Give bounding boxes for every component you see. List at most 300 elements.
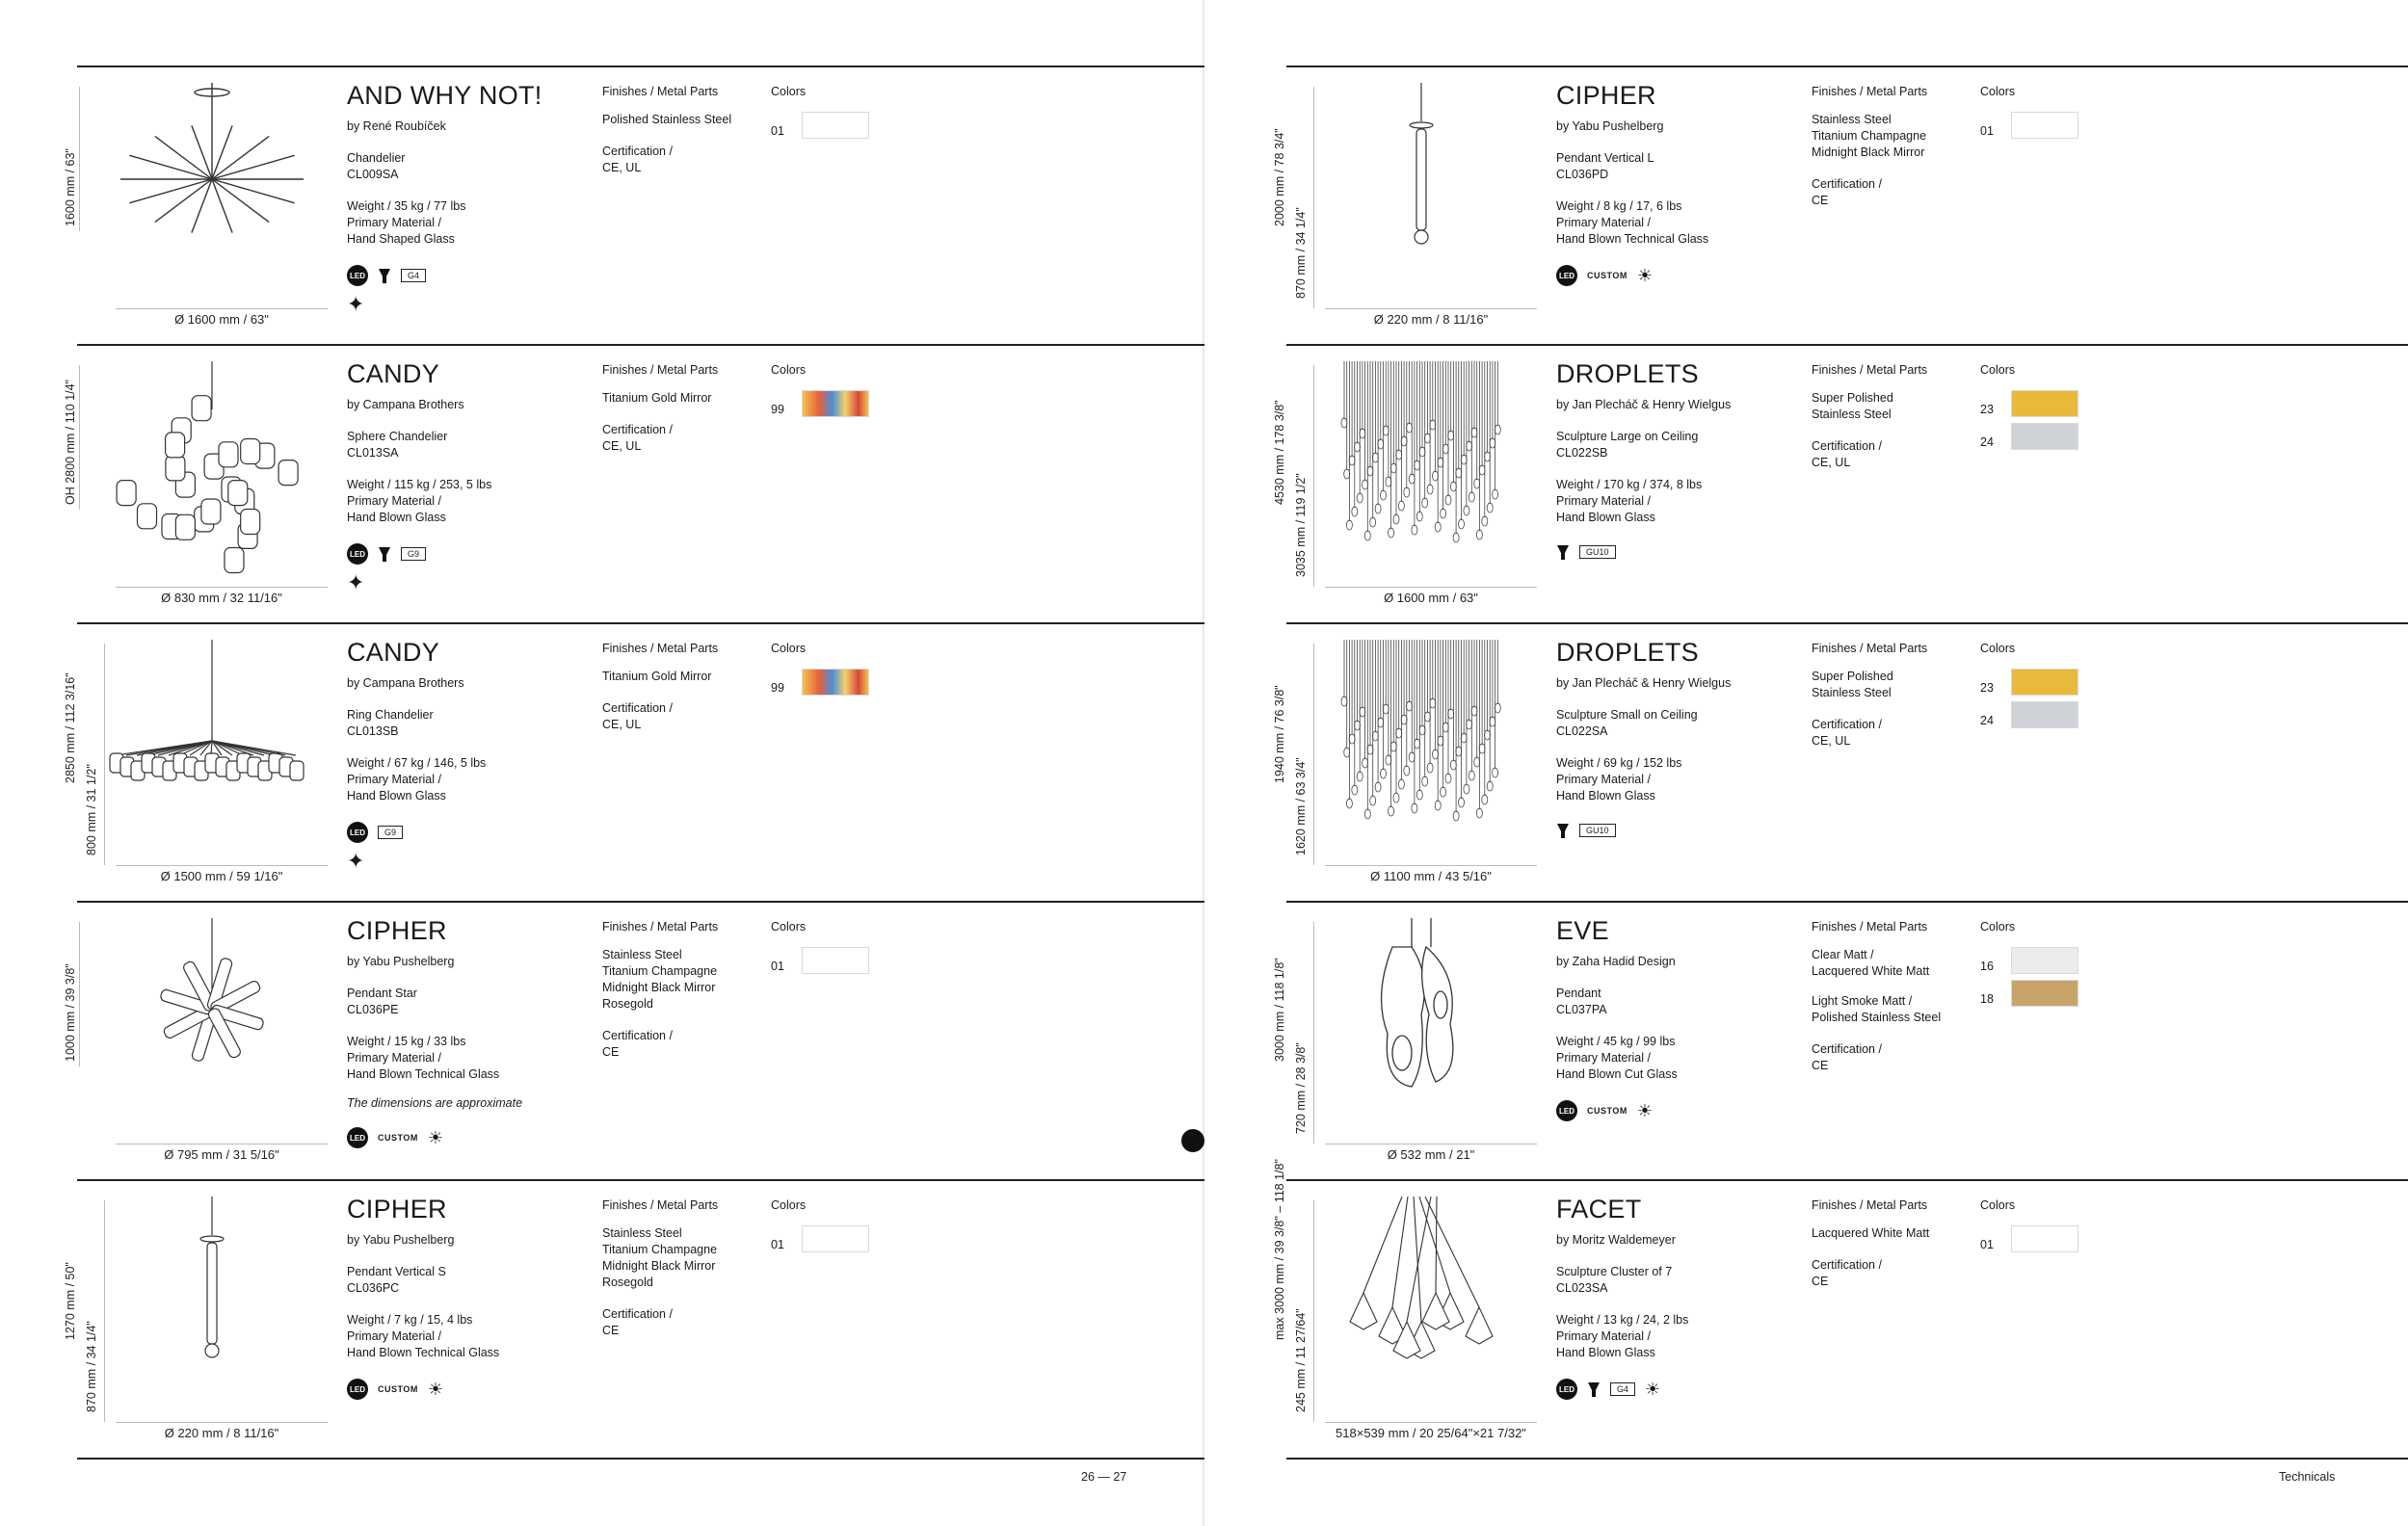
color-swatch[interactable] [2011,423,2078,450]
dimension-line [79,87,80,231]
finishes-block [602,85,771,176]
finish-item: Stainless Steel [602,1226,682,1240]
finish-item: Midnight Black Mirror [1812,145,1925,159]
finish-item: Lacquered White Matt [1812,964,1930,978]
designer: by Campana Brothers [347,398,464,411]
certification-label: Certification / [1812,1258,1882,1272]
product-type: Sphere Chandelier [347,430,448,443]
dimmable-sun-icon: ☀ [427,1380,443,1399]
product-info [347,1195,597,1400]
dimension-line [104,1200,105,1422]
finish-item: Super Polished [1812,670,1893,683]
color-option[interactable] [1980,112,2115,139]
product-code: CL036PC [347,1281,400,1295]
vertical-dimension: 2850 mm / 112 3/16" [64,672,77,783]
color-swatch[interactable] [2011,947,2078,974]
certification-value: CE, UL [602,161,642,174]
dimension-line [1325,1422,1537,1423]
horizontal-dimension: 518×539 mm / 20 25/64"×21 7/32" [1336,1426,1526,1440]
chat-icon[interactable] [1181,1129,1204,1152]
color-swatch[interactable] [2011,112,2078,139]
color-number: 99 [771,681,784,695]
certification-label: Certification / [602,145,673,158]
color-number: 24 [1980,714,1994,727]
color-option[interactable] [771,669,906,696]
designer: by Jan Plecháč & Henry Wielgus [1556,398,1732,411]
vertical-dimension: max 3000 mm / 39 3/8" – 118 1/8" [1273,1159,1286,1340]
vertical-dimension: 870 mm / 34 1/4" [85,1321,98,1412]
weight: Weight / 69 kg / 152 lbs [1556,756,1682,770]
material-label: Primary Material / [347,216,441,229]
color-option[interactable] [1980,669,2115,696]
material-label: Primary Material / [1556,773,1651,786]
product-entry [1273,1159,2408,1460]
weight: Weight / 115 kg / 253, 5 lbs [347,478,492,491]
designer: by Yabu Pushelberg [347,1233,455,1247]
product-entry [1273,901,2408,1179]
custom-label: CUSTOM [1587,1106,1627,1116]
feature-icons [1556,1379,1807,1400]
product-entry [1273,344,2408,622]
product-entry [1273,66,2408,344]
colors-block [771,363,906,423]
vertical-dimension: 1940 mm / 76 3/8" [1273,685,1286,783]
colors-block [1980,85,2115,145]
horizontal-dimension: Ø 220 mm / 8 11/16" [164,1426,279,1440]
horizontal-dimension: Ø 1600 mm / 63" [1384,591,1478,605]
socket-label: GU10 [1579,824,1616,837]
certification-value: CE [602,1045,620,1059]
colors-block [771,920,906,980]
weight: Weight / 15 kg / 33 lbs [347,1035,466,1048]
finishes-block [1812,642,1980,750]
finish-item: Stainless Steel [1812,113,1892,126]
dimension-line [1313,922,1314,1144]
finishes-header: Finishes / Metal Parts [602,1198,719,1212]
certification-label: Certification / [602,1307,673,1321]
product-entry [64,901,1204,1179]
certification-label: Certification / [1812,1042,1882,1056]
color-option[interactable] [1980,980,2115,1007]
color-number: 18 [1980,992,1994,1006]
feature-icons [1556,265,1807,286]
colors-block [771,85,906,145]
feature-icons [347,543,597,565]
horizontal-dimension: Ø 1100 mm / 43 5/16" [1370,869,1492,883]
color-number: 01 [771,1238,784,1251]
color-swatch[interactable] [802,669,869,696]
product-type: Sculpture Cluster of 7 [1556,1265,1673,1278]
product-entry [64,622,1204,901]
dimension-line [1313,644,1314,865]
feature-icons [347,822,597,843]
color-option[interactable] [1980,947,2115,974]
dimension-line [1325,587,1537,588]
sparkle-icon: ✦ [347,849,365,873]
vertical-dimension: 720 mm / 28 3/8" [1294,1042,1308,1134]
colors-header: Colors [771,642,807,655]
certification-label: Certification / [602,701,673,715]
finishes-header: Finishes / Metal Parts [1812,363,1928,377]
dimmable-sun-icon: ☀ [1636,266,1653,285]
colors-header: Colors [1980,85,2016,98]
product-name: CIPHER [1556,81,1656,110]
color-number: 23 [1980,681,1994,695]
vertical-dimension: 3035 mm / 119 1/2" [1294,473,1308,577]
finishes-header: Finishes / Metal Parts [602,85,719,98]
colors-header: Colors [771,920,807,934]
color-number: 01 [771,124,784,138]
vertical-dimension: 4530 mm / 178 3/8" [1273,400,1286,505]
feature-icons [347,1127,597,1148]
designer: by Jan Plecháč & Henry Wielgus [1556,676,1732,690]
dimension-line [1325,308,1537,309]
finishes-block [1812,920,1980,1074]
product-info [347,916,597,1148]
product-drawing [64,903,347,1179]
led-icon: LED [347,822,368,843]
finish-item: Titanium Gold Mirror [602,670,712,683]
dimension-line [116,865,328,866]
material: Hand Blown Technical Glass [1556,232,1709,246]
finish-item: Titanium Champagne [602,964,718,978]
color-number: 01 [1980,1238,1994,1251]
product-code: CL037PA [1556,1003,1607,1016]
certification-label: Certification / [602,1029,673,1042]
finish-item: Stainless Steel [602,948,682,961]
weight: Weight / 35 kg / 77 lbs [347,199,466,213]
vertical-dimension: 800 mm / 31 1/2" [85,764,98,855]
finish-item: Titanium Gold Mirror [602,391,712,405]
designer: by Campana Brothers [347,676,464,690]
product-code: CL036PD [1556,168,1609,181]
color-swatch[interactable] [802,112,869,139]
section-label: Technicals [2279,1470,2336,1484]
product-type: Pendant Vertical S [347,1265,446,1278]
material-label: Primary Material / [347,494,441,508]
dimension-line [104,644,105,865]
finishes-header: Finishes / Metal Parts [1812,85,1928,98]
weight: Weight / 45 kg / 99 lbs [1556,1035,1676,1048]
product-code: CL009SA [347,168,399,181]
finish-item: Polished Stainless Steel [1812,1011,1942,1024]
colors-header: Colors [1980,363,2016,377]
material: Hand Blown Technical Glass [347,1346,500,1359]
product-drawing [64,67,347,344]
product-type: Pendant [1556,987,1601,1000]
bulb-icon [1587,1381,1601,1398]
product-info [347,638,597,872]
finishes-block [1812,85,1980,209]
designer: by Zaha Hadid Design [1556,955,1676,968]
horizontal-dimension: Ø 1600 mm / 63" [174,312,269,327]
product-drawing [1273,1159,1556,1458]
designer: by Yabu Pushelberg [1556,119,1664,133]
product-drawing [1273,624,1556,901]
designer: by Moritz Waldemeyer [1556,1233,1676,1247]
designer: by René Roubíček [347,119,446,133]
horizontal-dimension: Ø 220 mm / 8 11/16" [1373,312,1489,327]
dimmable-sun-icon: ☀ [1636,1101,1653,1120]
weight: Weight / 8 kg / 17, 6 lbs [1556,199,1682,213]
weight: Weight / 170 kg / 374, 8 lbs [1556,478,1703,491]
led-icon: LED [347,1379,368,1400]
product-code: CL013SA [347,446,399,460]
product-drawing [64,346,347,622]
product-drawing [1273,346,1556,622]
color-option[interactable] [771,947,906,974]
bulb-icon [1556,822,1570,839]
material-label: Primary Material / [347,773,441,786]
weight: Weight / 13 kg / 24, 2 lbs [1556,1313,1689,1327]
dimension-line [116,308,328,309]
product-name: CANDY [347,359,440,388]
feature-icons [1556,543,1807,561]
vertical-dimension: 870 mm / 34 1/4" [1294,207,1308,299]
finish-item: Light Smoke Matt / [1812,994,1913,1008]
socket-label: G9 [378,826,403,839]
colors-block [771,642,906,701]
certification-label: Certification / [602,423,673,436]
finish-item: Rosegold [602,1276,653,1289]
certification-value: CE [1812,194,1829,207]
material: Hand Blown Glass [1556,1346,1655,1359]
colors-block [1980,1198,2115,1258]
finishes-header: Finishes / Metal Parts [1812,1198,1928,1212]
feature-icons [347,265,597,286]
certification-label: Certification / [1812,718,1882,731]
color-swatch[interactable] [2011,390,2078,417]
finish-item: Clear Matt / [1812,948,1874,961]
dimension-line [116,1422,328,1423]
color-swatch[interactable] [802,1225,869,1252]
certification-value: CE, UL [602,718,642,731]
colors-block [1980,642,2115,734]
certification-label: Certification / [1812,177,1882,191]
socket-label: G4 [401,269,426,282]
finishes-header: Finishes / Metal Parts [1812,920,1928,934]
vertical-dimension: 245 mm / 11 27/64" [1294,1308,1308,1412]
product-type: Chandelier [347,151,406,165]
material: Hand Blown Glass [347,511,446,524]
finishes-block [1812,1198,1980,1290]
product-name: CANDY [347,638,440,667]
finishes-block [602,920,771,1061]
product-entry [64,1179,1204,1460]
finishes-header: Finishes / Metal Parts [1812,642,1928,655]
bulb-icon [1556,543,1570,561]
product-drawing [64,624,347,901]
finishes-header: Finishes / Metal Parts [602,642,719,655]
led-icon: LED [347,543,368,565]
product-drawing [1273,67,1556,344]
finish-item: Midnight Black Mirror [602,1259,716,1273]
led-icon: LED [347,1127,368,1148]
color-number: 99 [771,403,784,416]
material: Hand Blown Cut Glass [1556,1067,1678,1081]
product-name: EVE [1556,916,1609,945]
color-option[interactable] [1980,390,2115,417]
finish-item: Polished Stainless Steel [602,113,732,126]
material: Hand Blown Glass [1556,789,1655,802]
certification-value: CE, UL [602,439,642,453]
vertical-dimension: 2000 mm / 78 3/4" [1273,128,1286,226]
dimension-line [1313,365,1314,587]
finishes-header: Finishes / Metal Parts [602,920,719,934]
product-name: AND WHY NOT! [347,81,542,110]
material: Hand Shaped Glass [347,232,455,246]
feature-icons [347,1379,597,1400]
dimension-line [79,365,80,510]
weight: Weight / 67 kg / 146, 5 lbs [347,756,487,770]
custom-label: CUSTOM [378,1384,418,1394]
product-drawing [1273,903,1556,1179]
socket-label: GU10 [1579,545,1616,559]
product-entry [1273,622,2408,901]
vertical-dimension: 1270 mm / 50" [64,1262,77,1340]
certification-value: CE, UL [1812,456,1851,469]
weight: Weight / 7 kg / 15, 4 lbs [347,1313,473,1327]
right-page [1273,66,2408,1460]
material-label: Primary Material / [347,1051,441,1065]
dimension-line [116,587,328,588]
color-swatch[interactable] [2011,980,2078,1007]
material: Hand Blown Glass [1556,511,1655,524]
dimension-line [1313,87,1314,308]
finish-item: Titanium Champagne [1812,129,1927,143]
product-info [1556,1195,1807,1400]
vertical-dimension: OH 2800 mm / 110 1/4" [64,380,77,505]
finish-item: Titanium Champagne [602,1243,718,1256]
color-swatch[interactable] [802,390,869,417]
finish-item: Stainless Steel [1812,408,1892,421]
color-swatch[interactable] [802,947,869,974]
certification-value: CE [1812,1059,1829,1072]
horizontal-dimension: Ø 532 mm / 21" [1387,1147,1475,1162]
finishes-block [602,363,771,455]
certification-value: CE, UL [1812,734,1851,748]
product-code: CL013SB [347,724,399,738]
color-swatch[interactable] [2011,701,2078,728]
left-page [64,66,1204,1460]
custom-label: CUSTOM [378,1133,418,1143]
finish-item: Midnight Black Mirror [602,981,716,994]
color-option[interactable] [1980,701,2115,728]
product-name: CIPHER [347,916,447,945]
bulb-icon [378,267,391,284]
colors-block [771,1198,906,1258]
socket-label: G9 [401,547,426,561]
product-info [1556,916,1807,1121]
product-type: Pendant Star [347,987,417,1000]
horizontal-dimension: Ø 830 mm / 32 11/16" [161,591,282,605]
dimension-line [1325,865,1537,866]
designer: by Yabu Pushelberg [347,955,455,968]
colors-block [1980,920,2115,1013]
colors-header: Colors [1980,1198,2016,1212]
colors-header: Colors [771,1198,807,1212]
product-info [347,81,597,315]
product-entry [64,66,1204,344]
color-option[interactable] [771,112,906,139]
product-type: Pendant Vertical L [1556,151,1654,165]
finishes-block [602,1198,771,1339]
product-info [1556,81,1807,286]
product-info [1556,638,1807,839]
product-name: FACET [1556,1195,1642,1223]
color-swatch[interactable] [2011,669,2078,696]
color-swatch[interactable] [2011,1225,2078,1252]
colors-header: Colors [1980,920,2016,934]
vertical-dimension: 1600 mm / 63" [64,148,77,226]
dimension-line [79,922,80,1066]
product-type: Sculpture Small on Ceiling [1556,708,1698,722]
colors-header: Colors [771,85,807,98]
product-type: Sculpture Large on Ceiling [1556,430,1699,443]
color-option[interactable] [1980,1225,2115,1252]
feature-icons [1556,1100,1807,1121]
product-type: Ring Chandelier [347,708,434,722]
colors-header: Colors [771,363,807,377]
led-icon: LED [347,265,368,286]
feature-icons [1556,822,1807,839]
color-option[interactable] [771,390,906,417]
page-numbers: 26 — 27 [1081,1470,1127,1484]
finishes-block [1812,363,1980,471]
product-code: CL036PE [347,1003,399,1016]
led-icon: LED [1556,265,1577,286]
colors-header: Colors [1980,642,2016,655]
socket-label: G4 [1610,1382,1635,1396]
custom-label: CUSTOM [1587,271,1627,280]
product-info [347,359,597,593]
material-label: Primary Material / [1556,216,1651,229]
color-option[interactable] [1980,423,2115,450]
product-drawing [64,1181,347,1458]
finish-item: Rosegold [602,997,653,1011]
color-number: 16 [1980,960,1994,973]
finish-item: Stainless Steel [1812,686,1892,699]
finish-item: Super Polished [1812,391,1893,405]
product-entry [64,344,1204,622]
horizontal-dimension: Ø 795 mm / 31 5/16" [164,1147,279,1162]
certification-label: Certification / [1812,439,1882,453]
finishes-block [602,642,771,733]
color-number: 23 [1980,403,1994,416]
sparkle-icon: ✦ [347,570,365,594]
finish-item: Lacquered White Matt [1812,1226,1930,1240]
product-code: CL022SB [1556,446,1608,460]
horizontal-dimension: Ø 1500 mm / 59 1/16" [160,869,283,883]
dimension-note: The dimensions are approximate [347,1096,523,1110]
sparkle-icon: ✦ [347,292,365,316]
dimension-line [1313,1200,1314,1422]
product-code: CL022SA [1556,724,1608,738]
product-code: CL023SA [1556,1281,1608,1295]
product-info [1556,359,1807,561]
dimmable-sun-icon: ☀ [1645,1380,1661,1399]
product-name: DROPLETS [1556,638,1699,667]
color-option[interactable] [771,1225,906,1252]
colors-block [1980,363,2115,456]
led-icon: LED [1556,1379,1577,1400]
vertical-dimension: 1000 mm / 39 3/8" [64,963,77,1062]
color-number: 01 [771,960,784,973]
color-number: 24 [1980,435,1994,449]
certification-value: CE [602,1324,620,1337]
material-label: Primary Material / [347,1329,441,1343]
vertical-dimension: 1620 mm / 63 3/4" [1294,757,1308,855]
